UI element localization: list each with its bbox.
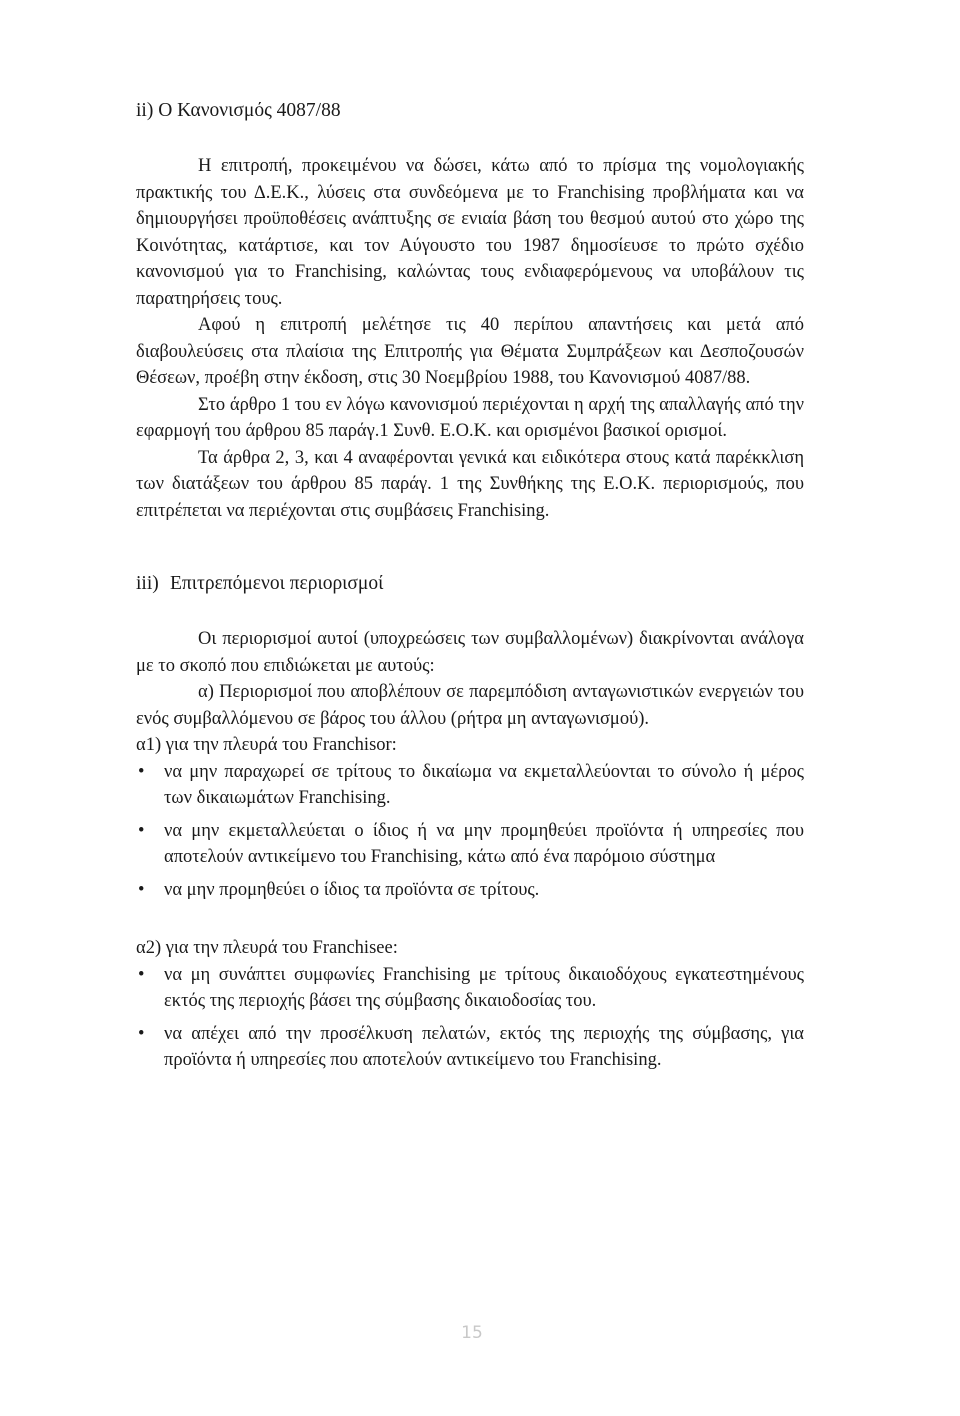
- list-item: • να μην εκμεταλλεύεται ο ίδιος ή να μην προμηθεύει προϊόντα ή υπηρεσίες που αποτελούν αντικείμενο του Franchising, κάτω από ένα παρόμοιο σύστημα: [136, 818, 804, 871]
- paragraph-commission-draft: Η επιτροπή, προκειμένου να δώσει, κάτω από το πρίσμα της νομολογιακής πρακτικής του Δ.Ε.Κ., λύσεις στα συνδεόμενα με το Franchising προβλήματα και να δημιουργήσει προϋποθέσεις ανάπτυξης σε ενιαία βάση του θεσμού αυτού στο χώρο της Κοινότητας, κατάρτισε, και τον Αύγουστο του 1987 δημοσίευσε το πρώτο σχέδιο κανονισμού για το Franchising, καλώντας τους ενδιαφερόμενους να υποβάλουν τις παρατηρήσεις τους.: [136, 156, 804, 309]
- bullet-icon: •: [138, 1023, 145, 1044]
- list-item: • να μην προμηθεύει ο ίδιος τα προϊόντα σε τρίτους.: [136, 877, 804, 904]
- section-iii-title: Επιτρεπόμενοι περιορισμοί: [170, 573, 384, 594]
- bullet-icon: •: [138, 820, 145, 841]
- page-number: 15: [461, 1323, 483, 1343]
- section-ii-heading: ii) Ο Κανονισμός 4087/88: [136, 100, 341, 121]
- bullet-icon: •: [138, 761, 145, 782]
- section-iii-heading: [136, 571, 804, 597]
- franchisee-label: α2) για την πλευρά του Franchisee:: [136, 938, 398, 958]
- list-item: • να απέχει από την προσέλκυση πελατών, εκτός της περιοχής της σύμβασης, για προϊόντα ή υπηρεσίες που αποτελούν αντικείμενο του Franchising.: [136, 1021, 804, 1074]
- list-item: • να μη συνάπτει συμφωνίες Franchising με τρίτους δικαιοδόχους εγκατεστημένους εκτός της περιοχής βάσει της σύμβασης δικαιοδοσίας του.: [136, 962, 804, 1015]
- bullet-icon: •: [138, 879, 145, 900]
- section-iii-number: iii): [136, 573, 159, 594]
- bullet-icon: •: [138, 964, 145, 985]
- franchisor-obligations-list: [136, 759, 804, 904]
- paragraph-article-1: Στο άρθρο 1 του εν λόγω κανονισμού περιέχονται η αρχή της απαλλαγής από την εφαρμογή του άρθρου 85 παράγ.1 Συνθ. Ε.Ο.Κ. και ορισμένοι βασικοί ορισμοί.: [136, 394, 804, 441]
- paragraph-regulation-issued: Αφού η επιτροπή μελέτησε τις 40 περίπου απαντήσεις και μετά από διαβουλεύσεις στα πλαίσια της Επιτροπής για Θέματα Συμπράξεων και Δεσποζουσών Θέσεων, προέβη στην έκδοση, στις 30 Νοεμβρίου 1988, του Κανονισμού 4087/88.: [136, 315, 804, 388]
- page-content: [136, 98, 804, 1080]
- franchisee-obligations-list: [136, 962, 804, 1074]
- paragraph-articles-2-4: Τα άρθρα 2, 3, και 4 αναφέρονται γενικά και ειδικότερα στους κατά παρέκκλιση των διατάξεων του άρθρου 85 παράγ. 1 της Συνθήκης της Ε.Ο.Κ. περιορισμούς, που επιτρέπεται να περιέχονται στις συμβάσεις Franchising.: [136, 447, 804, 521]
- franchisor-label: α1) για την πλευρά του Franchisor:: [136, 735, 397, 755]
- paragraph-point-a: α) Περιορισμοί που αποβλέπουν σε παρεμπόδιση ανταγωνιστικών ενεργειών του ενός συμβαλλόμενου σε βάρος του άλλου (ρήτρα μη ανταγωνισμού).: [136, 682, 804, 729]
- paragraph-restrictions-intro: Οι περιορισμοί αυτοί (υποχρεώσεις των συμβαλλομένων) διακρίνονται ανάλογα με το σκοπό που επιδιώκεται με αυτούς:: [136, 629, 804, 676]
- list-item: • να μην παραχωρεί σε τρίτους το δικαίωμα να εκμεταλλεύονται το σύνολο ή μέρος των δικαιωμάτων Franchising.: [136, 759, 804, 812]
